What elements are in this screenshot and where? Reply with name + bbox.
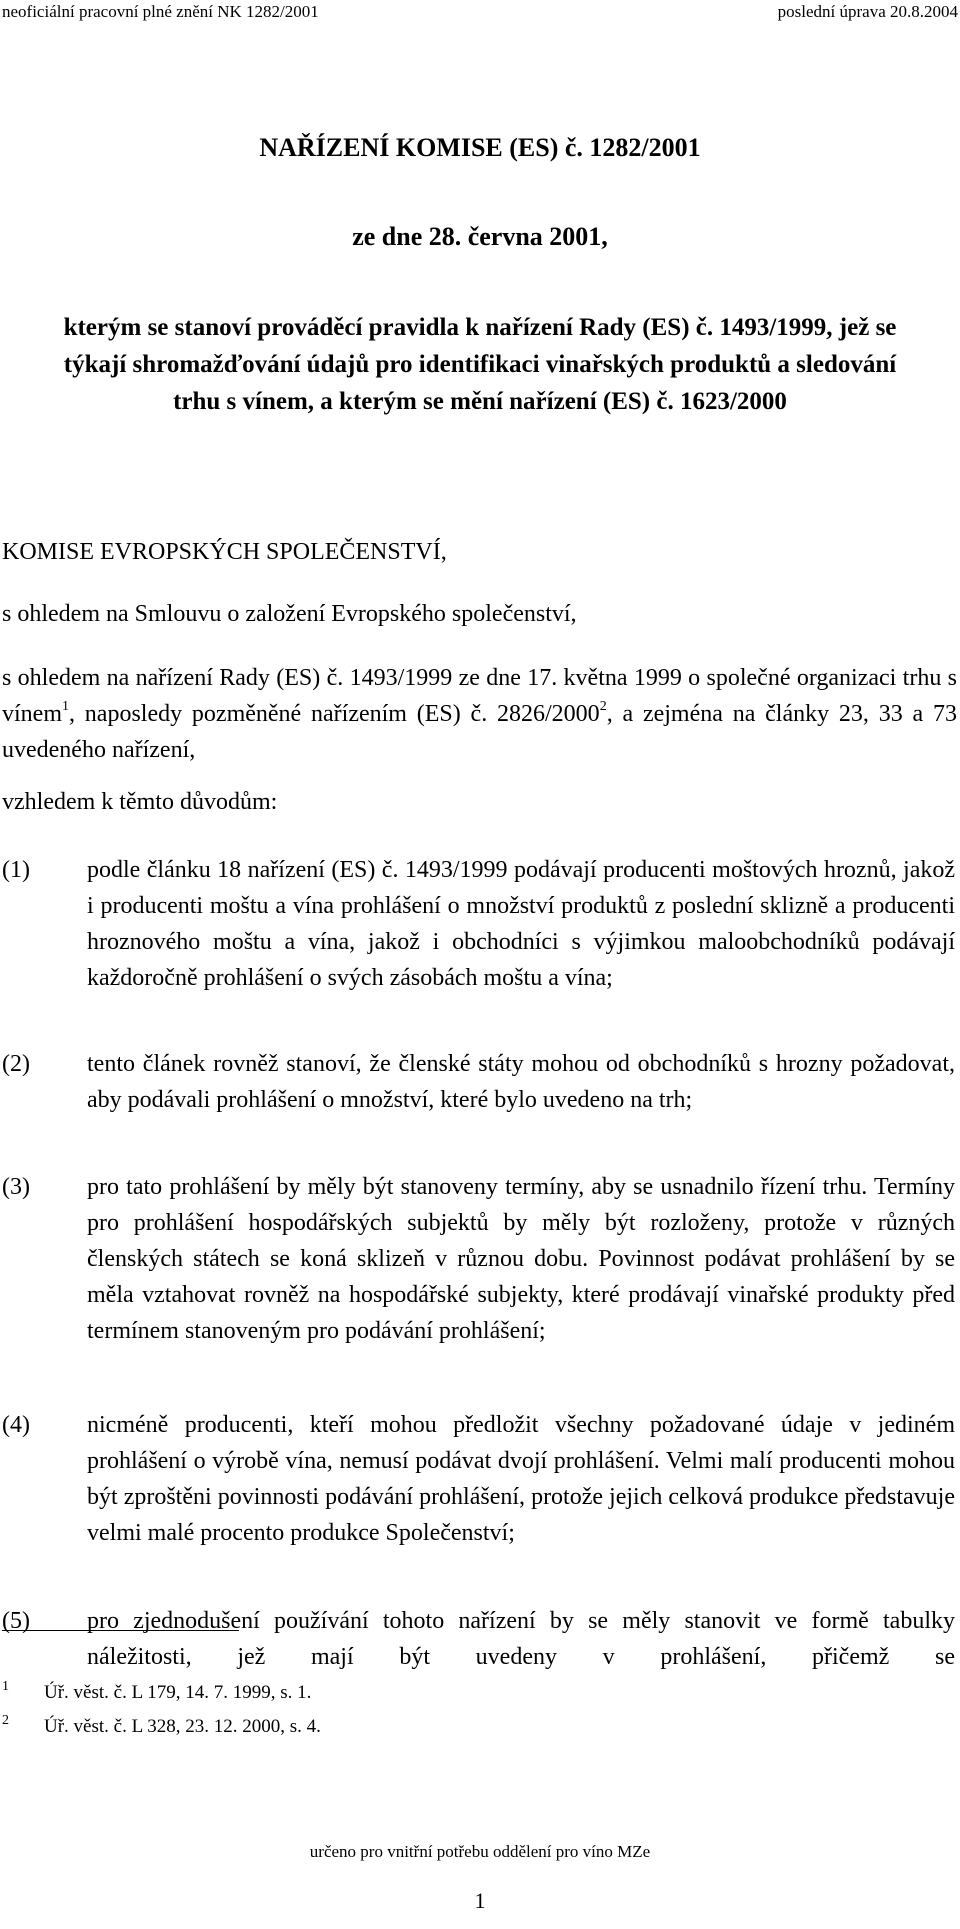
recital-text: podle článku 18 nařízení (ES) č. 1493/1999 podávají producenti moštových hroznů, jakož i producenti moštu a vína prohlášení o množství produktů z poslední sklizně a producenti hroznového moštu a vína, jakož i obchodníci s výjimkou maloobchodníků podávají každoročně prohlášení o svých zásobách moštu a vína; [87,857,955,991]
page-number: 1 [474,1888,486,1913]
footnote-text: Úř. věst. č. L 328, 23. 12. 2000, s. 4. [44,1716,321,1737]
having-regard-regulation-part1: s ohledem na nařízení Rady (ES) č. 1493/1999 ze dne 17. května 1999 o společné organizaci trhu s vínem [2,665,957,727]
header-right: poslední úprava 20.8.2004 [777,2,958,21]
regulation-subtitle: kterým se stanoví prováděcí pravidla k nařízení Rady (ES) č. 1493/1999, jež se týkají shromažďování údajů pro identifikaci vinařských produktů a sledování trhu s vínem, a kterým se mění nařízení (ES) č. 1623/2000 [63,314,897,415]
recital-number: (2) [2,1051,30,1077]
recital-number: (3) [2,1174,30,1200]
page-footer: určeno pro vnitřní potřebu oddělení pro víno MZe [309,1842,651,1861]
footnote-ref-1: 1 [62,699,69,714]
recital-text: tento článek rovněž stanoví, že členské státy mohou od obchodníků s hrozny požadovat, aby podávali prohlášení o množství, které bylo uvedeno na trh; [87,1051,955,1113]
having-regard-treaty: s ohledem na Smlouvu o založení Evropského společenství, [2,601,577,627]
recital-text: pro zjednodušení používání tohoto nařízení by se měly stanovit ve formě tabulky náležitosti, jež mají být uvedeny v prohlášení, přičemž se [87,1608,955,1670]
footnote-text: Úř. věst. č. L 179, 14. 7. 1999, s. 1. [44,1682,312,1703]
header-left: neoficiální pracovní plné znění NK 1282/2001 [2,2,319,21]
recital-number: (5) [2,1608,30,1634]
recital-text: nicméně producenti, kteří mohou předložit všechny požadované údaje v jediném prohlášení o výrobě vína, nemusí podávat dvojí prohlášení. Velmi malí producenti mohou být zproštěni povinnosti podávání prohlášení, protože jejich celková produkce představuje velmi malé procento produkce Společenství; [87,1412,955,1546]
footnote-ref-2: 2 [599,699,607,714]
recital-number: (4) [2,1412,30,1438]
institution-line: KOMISE EVROPSKÝCH SPOLEČENSTVÍ, [2,539,447,565]
footnote-number: 1 [2,1679,9,1694]
recital-text: pro tato prohlášení by měly být stanoveny termíny, aby se usnadnilo řízení trhu. Termíny pro prohlášení hospodářských subjektů by měly být rozloženy, protože v různých členských státech se koná sklizeň v různou dobu. Povinnost podávat prohlášení by se měla vztahovat rovněž na hospodářské subjekty, které prodávají vinařské produkty před termínem stanoveným pro podávání prohlášení; [87,1174,955,1344]
having-regard-regulation-part3: , a zejména na články 23, 33 a 73 uvedeného nařízení, [2,701,957,763]
regulation-date: ze dne 28. června 2001, [352,222,608,251]
footnote-separator [2,1630,239,1631]
having-regard-regulation [2,660,957,768]
recital-number: (1) [2,857,30,883]
whereas-line: vzhledem k těmto důvodům: [2,789,278,815]
footnote-number: 2 [2,1713,9,1728]
regulation-title: NAŘÍZENÍ KOMISE (ES) č. 1282/2001 [259,133,701,162]
having-regard-regulation-part2: , naposledy pozměněné nařízením (ES) č. 2826/2000 [69,701,600,727]
